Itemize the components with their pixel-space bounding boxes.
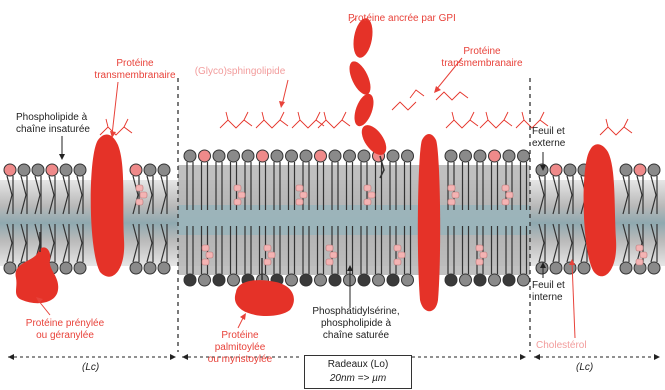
label-inner-leaflet: Feuil et interne [532, 280, 565, 303]
phospholipid-head [329, 274, 341, 286]
phospholipid-head [358, 150, 370, 162]
phospholipid-head [550, 164, 562, 176]
phospholipid-head [271, 150, 283, 162]
glycan-chain [220, 112, 252, 128]
glycan-chain [392, 90, 424, 110]
palmitoylated-protein [235, 280, 294, 316]
phospholipid-head [242, 150, 254, 162]
phospholipid-head [518, 274, 530, 286]
cholesterol [448, 185, 455, 191]
arrowhead-unsat [59, 154, 65, 160]
raft-legend-box [304, 355, 412, 389]
cholesterol [502, 199, 509, 205]
cholesterol [502, 185, 509, 191]
arrowhead-tm-right [434, 86, 441, 93]
phospholipid-head [199, 274, 211, 286]
phospholipid-head [286, 274, 298, 286]
label-palmitoylated-protein: Protéine palmitoylée ou myristoylée [207, 330, 273, 365]
arrowhead-glyco [279, 101, 285, 108]
phospholipid-head [74, 164, 86, 176]
label-raft-size: 20nm => µm [329, 373, 387, 384]
phospholipid-head [130, 262, 142, 274]
phospholipid-head [32, 164, 44, 176]
glycan-chain [292, 112, 324, 128]
phospholipid-head [18, 164, 30, 176]
phospholipid-head [648, 262, 660, 274]
label-phosphatidylserine: Phosphatidylsérine, phospholipide à chaîne saturée [312, 306, 400, 341]
phospholipid-head [474, 150, 486, 162]
phospholipid-head [445, 274, 457, 286]
cholesterol [636, 245, 643, 251]
cholesterol [364, 185, 371, 191]
cholesterol [326, 259, 333, 265]
phospholipid-head [460, 274, 472, 286]
phospholipid-head [60, 164, 72, 176]
cholesterol [264, 245, 271, 251]
phospholipid-head [228, 274, 240, 286]
cholesterol [234, 185, 241, 191]
cholesterol [140, 192, 147, 198]
cholesterol [452, 192, 459, 198]
phospholipid-head [489, 150, 501, 162]
label-glycosphingolipid: (Glyco)sphingolipide [194, 66, 286, 77]
label-unsat-phospholipid: Phospholipide à chaîne insaturée [16, 112, 90, 135]
phospholipid-head [445, 150, 457, 162]
cholesterol [506, 192, 513, 198]
phospholipid-head [344, 150, 356, 162]
phospholipid-head [199, 150, 211, 162]
label-tm-protein-left: Protéine transmembranaire [94, 58, 176, 81]
phospholipid-head [60, 262, 72, 274]
phospholipid-head [257, 150, 269, 162]
phospholipid-head [228, 150, 240, 162]
glycan-chain [446, 112, 478, 128]
cholesterol [234, 199, 241, 205]
cholesterol [394, 245, 401, 251]
cholesterol [330, 252, 337, 258]
label-outer-leaflet: Feuil et externe [532, 126, 566, 149]
phospholipid-head [358, 274, 370, 286]
label-lc-right: (Lc) [576, 362, 594, 373]
phospholipid-head [4, 164, 16, 176]
phospholipid-head [460, 150, 472, 162]
phospholipid-head [402, 274, 414, 286]
phospholipid-head [648, 164, 660, 176]
glycan-chain [600, 119, 632, 135]
phospholipid-head [300, 150, 312, 162]
cholesterol [480, 252, 487, 258]
cholesterol [136, 199, 143, 205]
glycan-chain [256, 112, 288, 128]
cholesterol [476, 245, 483, 251]
cholesterol [640, 252, 647, 258]
cholesterol [268, 252, 275, 258]
cholesterol [206, 252, 213, 258]
phospholipid-head [130, 164, 142, 176]
phospholipid-head [144, 262, 156, 274]
gpi-anchored-protein [345, 17, 391, 159]
glycan-chain [436, 92, 468, 100]
cholesterol [296, 199, 303, 205]
cholesterol [398, 252, 405, 258]
phospholipid-head [74, 262, 86, 274]
tm-protein-right [418, 134, 440, 311]
tm-protein-left [91, 135, 124, 277]
cholesterol [202, 259, 209, 265]
cholesterol [202, 245, 209, 251]
cholesterol [476, 259, 483, 265]
phospholipid-head [213, 274, 225, 286]
label-cholesterol: Cholestérol [536, 340, 587, 351]
arrow-glycosphingolipid [282, 80, 288, 105]
phospholipid-head [550, 262, 562, 274]
glycan-chain [480, 112, 512, 128]
label-prenylated-protein: Protéine prénylée ou géranylée [25, 318, 105, 341]
phospholipid-head [634, 164, 646, 176]
cholesterol [264, 259, 271, 265]
phospholipid-head [489, 274, 501, 286]
cholesterol [368, 192, 375, 198]
phospholipid-head [46, 164, 58, 176]
phospholipid-head [315, 274, 327, 286]
label-tm-protein-right: Protéine transmembranaire [441, 46, 523, 69]
phospholipid-head [474, 274, 486, 286]
phospholipid-head [373, 274, 385, 286]
phospholipid-head [144, 164, 156, 176]
label-gpi-protein: Protéine ancrée par GPI [348, 13, 456, 24]
cholesterol [300, 192, 307, 198]
phospholipid-head [503, 150, 515, 162]
phospholipid-head [387, 150, 399, 162]
phospholipid-head [564, 164, 576, 176]
cholesterol [448, 199, 455, 205]
phospholipid-head [387, 274, 399, 286]
label-lc-left: (Lc) [82, 362, 100, 373]
cholesterol [636, 259, 643, 265]
phospholipid-head [315, 150, 327, 162]
phospholipid-head [158, 164, 170, 176]
phospholipid-head [158, 262, 170, 274]
phospholipid-head [286, 150, 298, 162]
phospholipid-head [184, 274, 196, 286]
cholesterol [136, 185, 143, 191]
phospholipid-head [620, 262, 632, 274]
cholesterol [296, 185, 303, 191]
phospholipid-head [184, 150, 196, 162]
phospholipid-head [503, 274, 515, 286]
phospholipid-head [329, 150, 341, 162]
phospholipid-head [578, 262, 590, 274]
arrow-tm-protein-left [112, 82, 118, 135]
label-raft-title: Radeaux (Lo) [327, 359, 389, 370]
phospholipid-head [518, 150, 530, 162]
tm-protein-far-right [584, 144, 617, 276]
phospholipid-head [4, 262, 16, 274]
phospholipid-head [213, 150, 225, 162]
cholesterol [326, 245, 333, 251]
cholesterol [394, 259, 401, 265]
phospholipid-head [620, 164, 632, 176]
phospholipid-head [300, 274, 312, 286]
phospholipid-head [402, 150, 414, 162]
cholesterol [364, 199, 371, 205]
cholesterol [238, 192, 245, 198]
